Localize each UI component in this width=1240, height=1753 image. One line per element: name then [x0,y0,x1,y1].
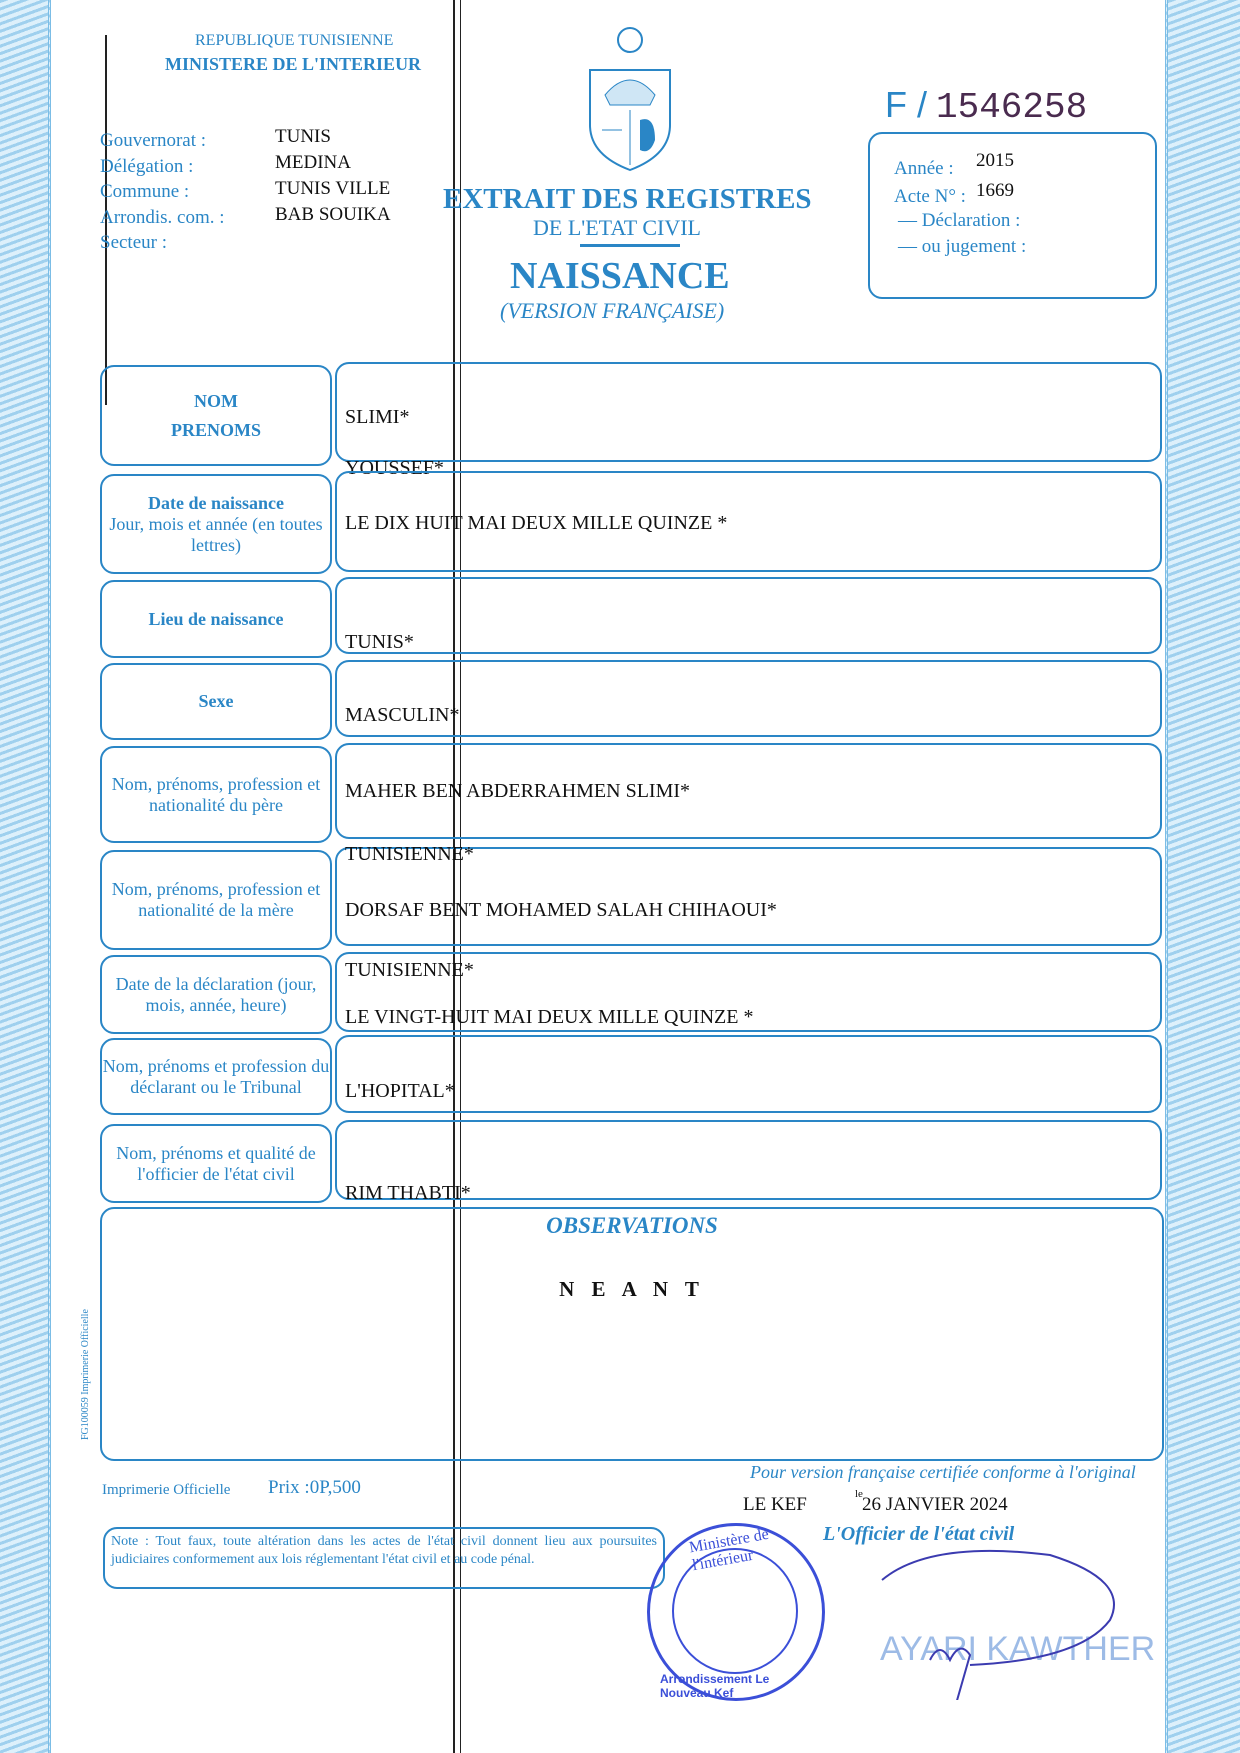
officer-label-box [100,1124,332,1203]
official-stamp [647,1523,825,1701]
row-label: Nom, prénoms et profession du déclarant ou le Tribunal [102,1055,330,1097]
signature-icon [870,1540,1130,1700]
decorative-border-right [1165,0,1240,1753]
name-label-box [100,365,332,466]
side-printer-code: FG100059 Imprimerie Officielle [80,1309,91,1440]
legal-note: Note : Tout faux, toute altération dans les actes de l'état civil donnent lieu aux poursuites judiciaires conformement aux lois réglementant l'état civil et au code pénal. [103,1527,665,1589]
location-value: TUNIS [275,126,331,147]
row-label: Date de naissance [148,492,284,513]
acte-box [868,132,1157,299]
location-label: Secteur : [100,232,168,253]
declaration-date-value-box [335,952,1162,1032]
row-label: Lieu de naissance [148,608,284,629]
declarant-label-box [100,1038,332,1115]
father-value: MAHER BEN ABDERRAHMEN SLIMI* [345,780,691,802]
version-label: (VERSION FRANÇAISE) [500,298,725,323]
issue-date: 26 JANVIER 2024 [862,1494,1008,1515]
sex-value-box [335,660,1162,737]
serial-value: 1546258 [936,87,1088,128]
acte-value: 1669 [976,180,1014,201]
serial-prefix: F / [885,84,927,125]
mother-nationality-value: TUNISIENNE* [345,959,474,981]
observations-text: N E A N T [559,1277,705,1301]
row-label: Jour, mois et année (en toutes lettres) [109,513,323,555]
coat-of-arms-icon [580,25,680,175]
year-value: 2015 [976,150,1014,171]
price-label: Prix :0P,500 [268,1477,361,1498]
row-label: Date de la déclaration (jour, mois, année, heure) [115,973,317,1015]
row-label: PRENOMS [171,419,261,440]
observations-box [100,1207,1164,1461]
location-label: Délégation : [100,155,194,177]
birth-place-value: TUNIS* [345,631,414,653]
officer-value: RIM THABTI* [345,1182,471,1204]
sex-label-box [100,663,332,740]
ministry-header: MINISTERE DE L'INTERIEUR [165,54,422,74]
observations-title: OBSERVATIONS [546,1213,718,1238]
birth-place-value-box [335,577,1162,654]
stamp-top-text: Ministère de l'intérieur [687,1525,771,1575]
location-label: Gouvernorat : [100,130,207,151]
date-prefix: le [855,1488,863,1500]
location-labels [100,128,225,256]
declaration-label: — Déclaration : [898,210,1021,231]
location-value: BAB SOUIKA [275,204,391,225]
declaration-date-label-box [100,955,332,1034]
location-value: TUNIS VILLE [275,178,391,199]
sex-value: MASCULIN* [345,704,460,726]
birth-date-value-box [335,471,1162,572]
title-divider [580,244,680,247]
father-nationality-value: TUNISIENNE* [345,843,474,865]
serial-number [885,84,1087,128]
issue-place: LE KEF [743,1494,807,1515]
father-value-box [335,743,1162,839]
acte-label: Acte N° : [894,186,966,207]
year-label: Année : [894,158,954,179]
row-label: Nom, prénoms, profession et nationalité de la mère [111,879,321,920]
printer-label: Imprimerie Officielle [102,1482,231,1498]
certified-text: Pour version française certifiée conforme à l'original [750,1462,1136,1482]
officer-title: L'Officier de l'état civil [823,1523,1015,1545]
birth-date-label-box [100,474,332,574]
location-value: MEDINA [275,152,351,173]
officer-value-box [335,1120,1162,1204]
location-label: Arrondis. com. : [100,206,225,228]
declarant-value: L'HOPITAL* [345,1080,455,1102]
row-label: NOM [194,390,238,411]
birth-date-value: LE DIX HUIT MAI DEUX MILLE QUINZE * [345,512,728,534]
first-name-value: YOUSSEF* [345,457,444,479]
location-values [275,124,391,228]
row-label: Nom, prénoms, profession et nationalité du père [111,773,321,815]
title-line2: DE L'ETAT CIVIL [533,215,701,240]
decorative-border-left [0,0,51,1753]
surname-value: SLIMI* [345,406,410,428]
title-line1: EXTRAIT DES REGISTRES [443,183,812,215]
name-value-box [335,362,1162,479]
document-type-title: NAISSANCE [510,255,730,297]
mother-value: DORSAF BENT MOHAMED SALAH CHIHAOUI* [345,899,777,921]
row-label: Sexe [198,691,234,711]
declarant-value-box [335,1035,1162,1113]
jugement-label: — ou jugement : [898,236,1027,257]
mother-label-box [100,850,332,950]
declaration-date-value: LE VINGT-HUIT MAI DEUX MILLE QUINZE * [345,1006,754,1028]
birth-place-label-box [100,580,332,658]
father-label-box [100,746,332,843]
location-label: Commune : [100,181,190,202]
republic-header: REPUBLIQUE TUNISIENNE [195,32,394,49]
stamp-bottom-text: Arrondissement Le Nouveau Kef [660,1672,770,1700]
row-label: Nom, prénoms et qualité de l'officier de l'état civil [116,1142,316,1184]
officer-name-stamp: AYARI KAWTHER [880,1630,1156,1668]
mother-value-box [335,843,1162,946]
